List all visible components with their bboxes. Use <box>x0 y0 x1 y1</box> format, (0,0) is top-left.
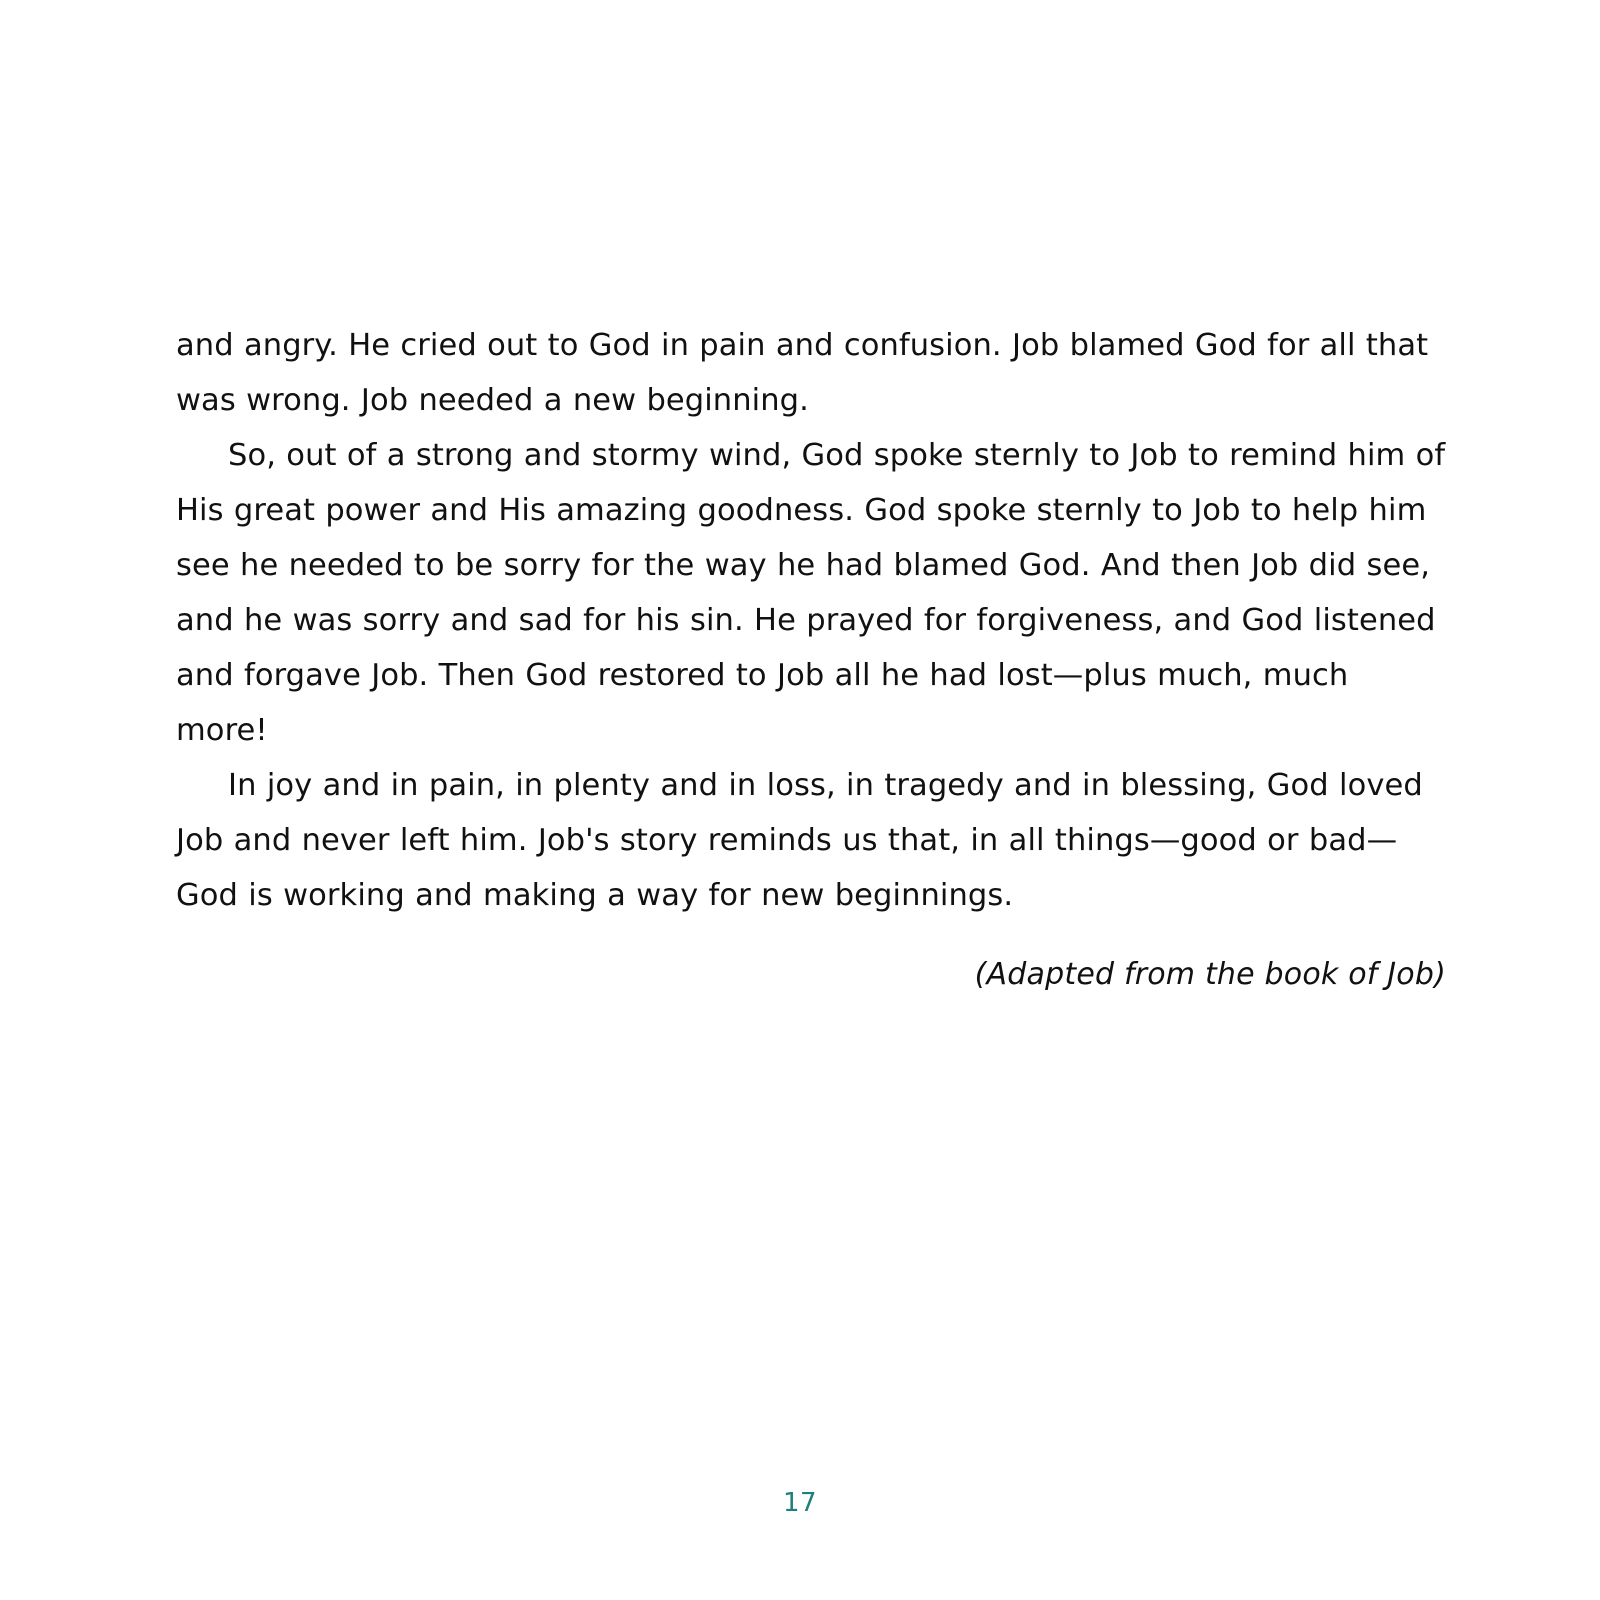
page-number: 17 <box>782 1488 818 1518</box>
paragraph-1: and angry. He cried out to God in pain and confusion. Job blamed God for all that was wrong. Job needed a new beginning. <box>176 328 1429 418</box>
source-attribution: (Adapted from the book of Job) <box>974 957 1446 992</box>
paragraph-2: So, out of a strong and stormy wind, God spoke sternly to Job to remind him of His great power and His amazing goodness. God spoke sternly to Job to help him see he needed to be sorry for the way he had blamed God. And then Job did see, and he was sorry and sad for his sin. He prayed for forgiveness, and God listened and forgave Job. Then God restored to Job all he had lost—plus much, much more! <box>176 438 1446 748</box>
paragraph-3: In joy and in pain, in plenty and in loss, in tragedy and in blessing, God loved Job and never left him. Job's story reminds us that, in all things—good or bad—God is working and making a way for new beginnings. <box>176 768 1423 913</box>
body-text <box>176 318 1446 996</box>
